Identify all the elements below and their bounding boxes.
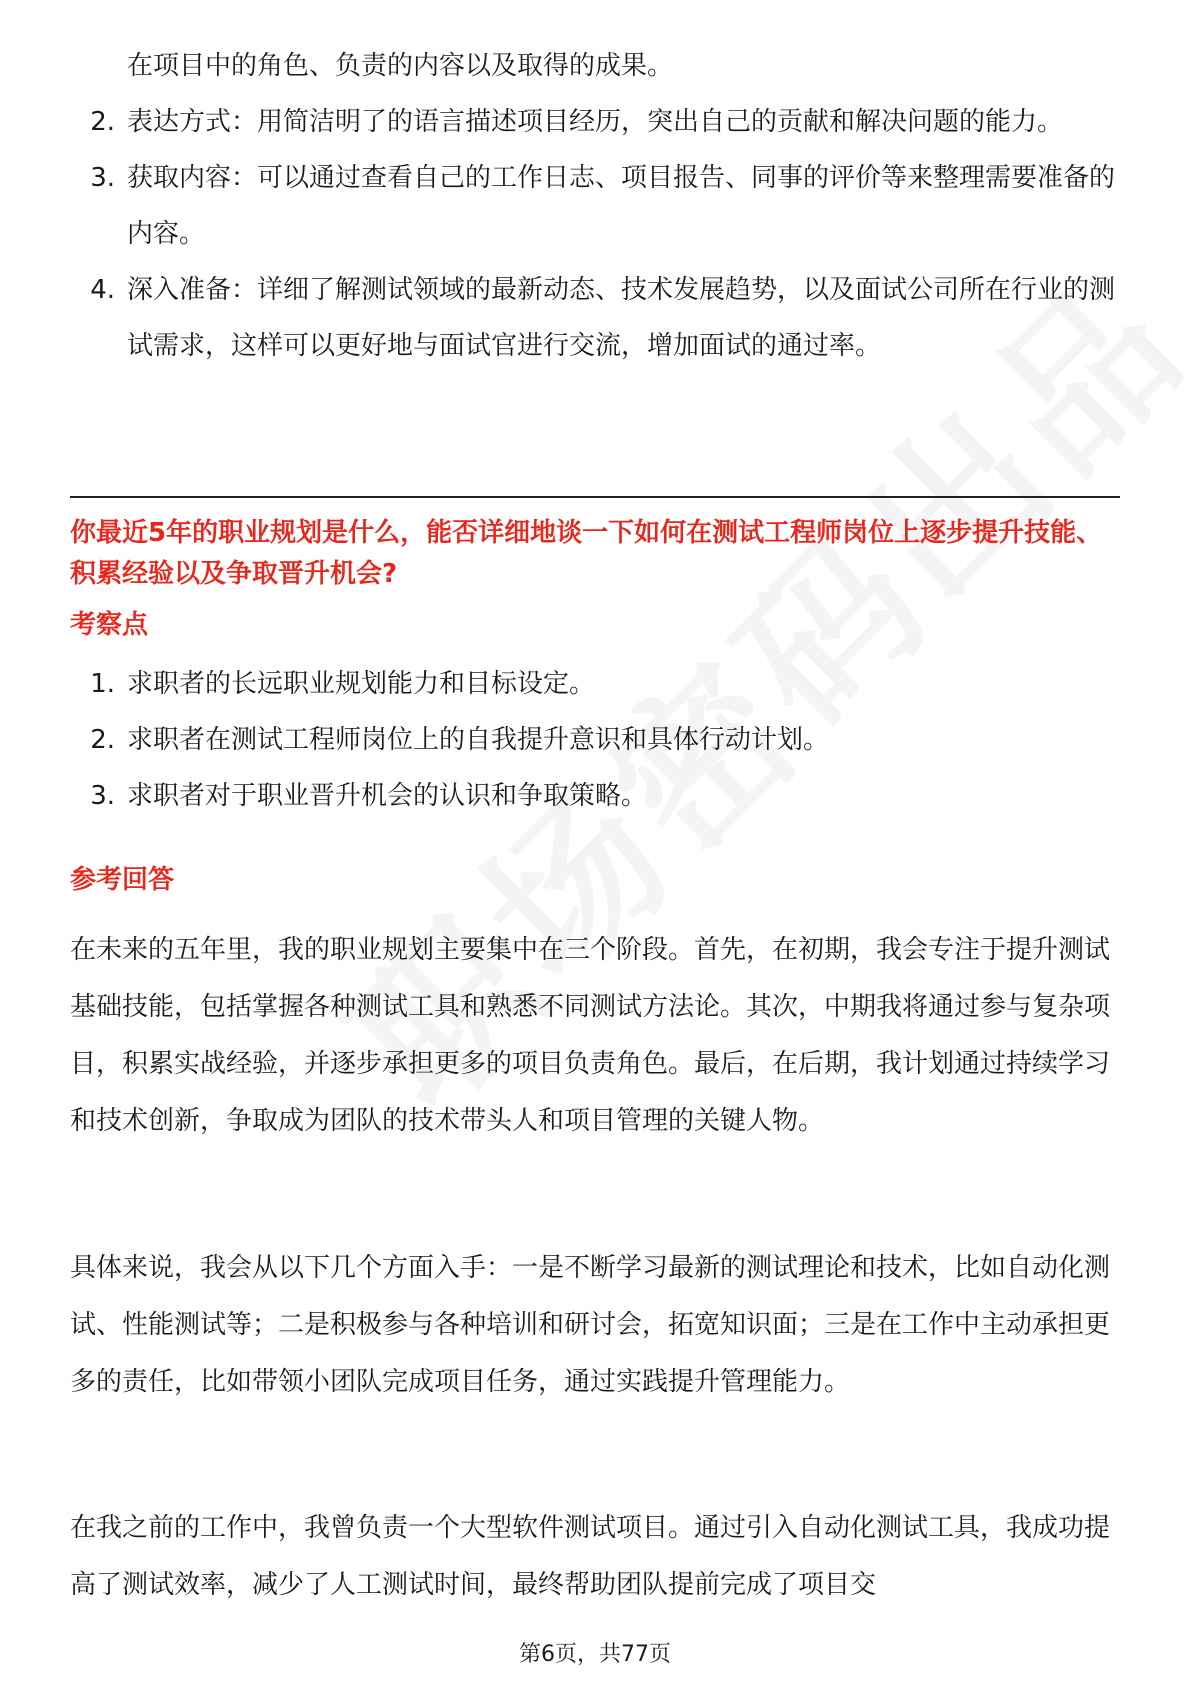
list-item — [70, 712, 1120, 768]
list-item — [70, 38, 1120, 94]
list-item-text: 在项目中的角色、负责的内容以及取得的成果。 — [127, 51, 674, 81]
list-item-number: 2. — [90, 725, 115, 755]
observation-heading: 考察点 — [70, 610, 149, 640]
answer-paragraph: 在我之前的工作中，我曾负责一个大型软件测试项目。通过引入自动化测试工具，我成功提高了测试效率，减少了人工测试时间，最终帮助团队提前完成了项目交 — [70, 1513, 1111, 1600]
top-list — [70, 38, 1120, 374]
list-item-text: 求职者的长远职业规划能力和目标设定。 — [127, 669, 596, 699]
list-item-number: 3. — [90, 163, 115, 193]
list-item-text: 表达方式：用简洁明了的语言描述项目经历，突出自己的贡献和解决问题的能力。 — [127, 107, 1064, 137]
list-item-number: 2. — [90, 107, 115, 137]
list-item-number: 4. — [90, 275, 115, 305]
section-divider — [70, 496, 1120, 498]
answer-paragraph: 在未来的五年里，我的职业规划主要集中在三个阶段。首先，在初期，我会专注于提升测试基础技能，包括掌握各种测试工具和熟悉不同测试方法论。其次，中期我将通过参与复杂项目，积累实战经验，并逐步承担更多的项目负责角色。最后，在后期，我计划通过持续学习和技术创新，争取成为团队的技术带头人和项目管理的关键人物。 — [70, 935, 1111, 1136]
answer-heading: 参考回答 — [70, 865, 175, 895]
list-item — [70, 150, 1120, 262]
interview-question: 你最近5年的职业规划是什么，能否详细地谈一下如何在测试工程师岗位上逐步提升技能、积累经验以及争取晋升机会? — [70, 518, 1103, 589]
list-item-text: 获取内容：可以通过查看自己的工作日志、项目报告、同事的评价等来整理需要准备的内容。 — [127, 163, 1116, 249]
list-item — [70, 656, 1120, 712]
answer-paragraph: 具体来说，我会从以下几个方面入手：一是不断学习最新的测试理论和技术，比如自动化测试、性能测试等；二是积极参与各种培训和研讨会，拓宽知识面；三是在工作中主动承担更多的责任，比如带领小团队完成项目任务，通过实践提升管理能力。 — [70, 1253, 1111, 1397]
list-item — [70, 768, 1120, 824]
list-item-number: 3. — [90, 781, 115, 811]
page-number: 第6页，共77页 — [519, 1642, 671, 1667]
list-item-number: 1. — [90, 669, 115, 699]
list-item-text: 求职者对于职业晋升机会的认识和争取策略。 — [127, 781, 648, 811]
list-item — [70, 262, 1120, 374]
list-item — [70, 94, 1120, 150]
list-item-text: 深入准备：详细了解测试领域的最新动态、技术发展趋势，以及面试公司所在行业的测试需求，这样可以更好地与面试官进行交流，增加面试的通过率。 — [127, 275, 1116, 361]
observation-list — [70, 656, 1120, 824]
list-item-text: 求职者在测试工程师岗位上的自我提升意识和具体行动计划。 — [127, 725, 830, 755]
